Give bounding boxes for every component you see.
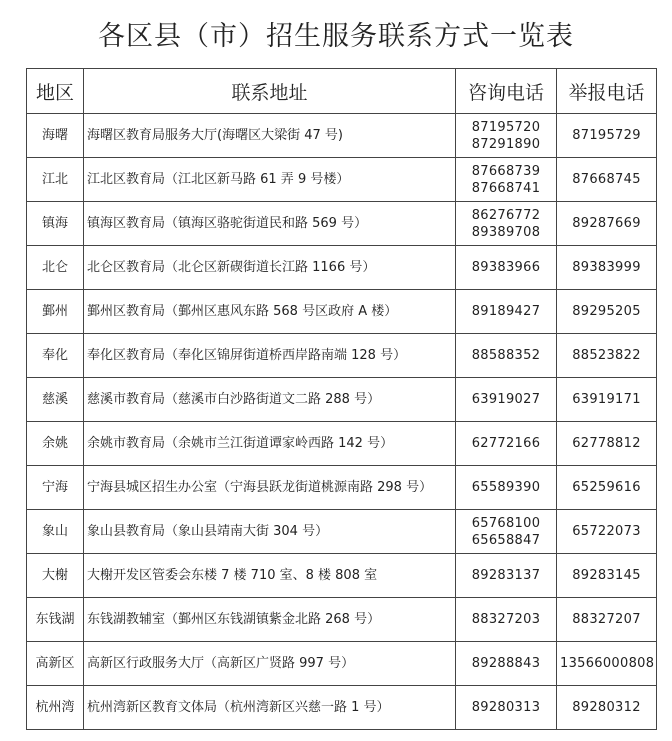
table-header-row (27, 69, 657, 114)
contacts-table (26, 68, 657, 730)
report-cell: 89287669 (557, 202, 657, 246)
report-cell: 63919171 (557, 378, 657, 422)
region-cell: 鄞州 (27, 290, 84, 334)
region-cell: 镇海 (27, 202, 84, 246)
phone-number: 89283137 (471, 568, 541, 583)
region-cell: 江北 (27, 158, 84, 202)
header-region: 地区 (27, 69, 84, 114)
phone-number: 88588352 (471, 348, 541, 363)
table-row (27, 202, 657, 246)
report-cell: 87668745 (557, 158, 657, 202)
phone-cell (456, 554, 557, 598)
address-cell: 宁海县城区招生办公室（宁海县跃龙街道桃源南路 298 号） (84, 466, 456, 510)
address-cell: 奉化区教育局（奉化区锦屏街道桥西岸路南端 128 号） (84, 334, 456, 378)
phone-number: 87668739 (471, 163, 541, 179)
table-row (27, 290, 657, 334)
address-cell: 慈溪市教育局（慈溪市白沙路街道文二路 288 号） (84, 378, 456, 422)
phone-cell (456, 158, 557, 202)
address-cell: 大榭开发区管委会东楼 7 楼 710 室、8 楼 808 室 (84, 554, 456, 598)
address-cell: 东钱湖教辅室（鄞州区东钱湖镇紫金北路 268 号） (84, 598, 456, 642)
address-cell: 象山县教育局（象山县靖南大街 304 号） (84, 510, 456, 554)
header-phone: 咨询电话 (456, 69, 557, 114)
report-cell: 89283145 (557, 554, 657, 598)
header-report: 举报电话 (557, 69, 657, 114)
region-cell: 宁海 (27, 466, 84, 510)
report-cell: 13566000808 (557, 642, 657, 686)
phone-cell (456, 466, 557, 510)
phone-cell (456, 598, 557, 642)
phone-cell (456, 510, 557, 554)
region-cell: 大榭 (27, 554, 84, 598)
phone-number: 63919027 (471, 392, 541, 407)
phone-number: 89280313 (471, 700, 541, 715)
address-cell: 北仑区教育局（北仑区新碶街道长江路 1166 号） (84, 246, 456, 290)
phone-number: 86276772 (471, 207, 541, 223)
report-cell: 89280312 (557, 686, 657, 730)
report-cell: 89295205 (557, 290, 657, 334)
phone-cell (456, 114, 557, 158)
address-cell: 海曙区教育局服务大厅(海曙区大梁街 47 号) (84, 114, 456, 158)
table-row (27, 554, 657, 598)
table-row (27, 158, 657, 202)
phone-number: 65768100 (471, 515, 541, 531)
address-cell: 镇海区教育局（镇海区骆驼街道民和路 569 号） (84, 202, 456, 246)
phone-number: 89288843 (471, 656, 541, 671)
phone-cell (456, 422, 557, 466)
report-cell: 65722073 (557, 510, 657, 554)
region-cell: 北仑 (27, 246, 84, 290)
phone-number: 88327203 (471, 612, 541, 627)
region-cell: 东钱湖 (27, 598, 84, 642)
table-row (27, 686, 657, 730)
region-cell: 海曙 (27, 114, 84, 158)
phone-number: 87668741 (471, 180, 541, 196)
table-row (27, 466, 657, 510)
table-row (27, 378, 657, 422)
phone-cell (456, 202, 557, 246)
address-cell: 高新区行政服务大厅（高新区广贤路 997 号） (84, 642, 456, 686)
address-cell: 江北区教育局（江北区新马路 61 弄 9 号楼） (84, 158, 456, 202)
table-row (27, 246, 657, 290)
table-row (27, 334, 657, 378)
report-cell: 65259616 (557, 466, 657, 510)
address-cell: 余姚市教育局（余姚市兰江街道谭家岭西路 142 号） (84, 422, 456, 466)
region-cell: 慈溪 (27, 378, 84, 422)
table-row (27, 510, 657, 554)
phone-cell (456, 686, 557, 730)
phone-cell (456, 290, 557, 334)
address-cell: 杭州湾新区教育文体局（杭州湾新区兴慈一路 1 号） (84, 686, 456, 730)
phone-number: 89189427 (471, 304, 541, 319)
phone-number: 62772166 (471, 436, 541, 451)
address-cell: 鄞州区教育局（鄞州区惠风东路 568 号区政府 A 楼） (84, 290, 456, 334)
page-title: 各区县（市）招生服务联系方式一览表 (98, 21, 574, 52)
phone-cell (456, 378, 557, 422)
table-row (27, 114, 657, 158)
report-cell: 88327207 (557, 598, 657, 642)
phone-number: 65589390 (471, 480, 541, 495)
phone-number: 87291890 (471, 136, 541, 152)
table-row (27, 642, 657, 686)
phone-number: 65658847 (471, 532, 541, 548)
region-cell: 象山 (27, 510, 84, 554)
phone-number: 89389708 (471, 224, 541, 240)
table-row (27, 598, 657, 642)
phone-number: 89383966 (471, 260, 541, 275)
region-cell: 高新区 (27, 642, 84, 686)
phone-cell (456, 642, 557, 686)
table-row (27, 422, 657, 466)
header-address: 联系地址 (84, 69, 456, 114)
region-cell: 杭州湾 (27, 686, 84, 730)
report-cell: 87195729 (557, 114, 657, 158)
phone-number: 87195720 (471, 119, 541, 135)
region-cell: 余姚 (27, 422, 84, 466)
phone-cell (456, 246, 557, 290)
report-cell: 88523822 (557, 334, 657, 378)
region-cell: 奉化 (27, 334, 84, 378)
report-cell: 89383999 (557, 246, 657, 290)
phone-cell (456, 334, 557, 378)
report-cell: 62778812 (557, 422, 657, 466)
